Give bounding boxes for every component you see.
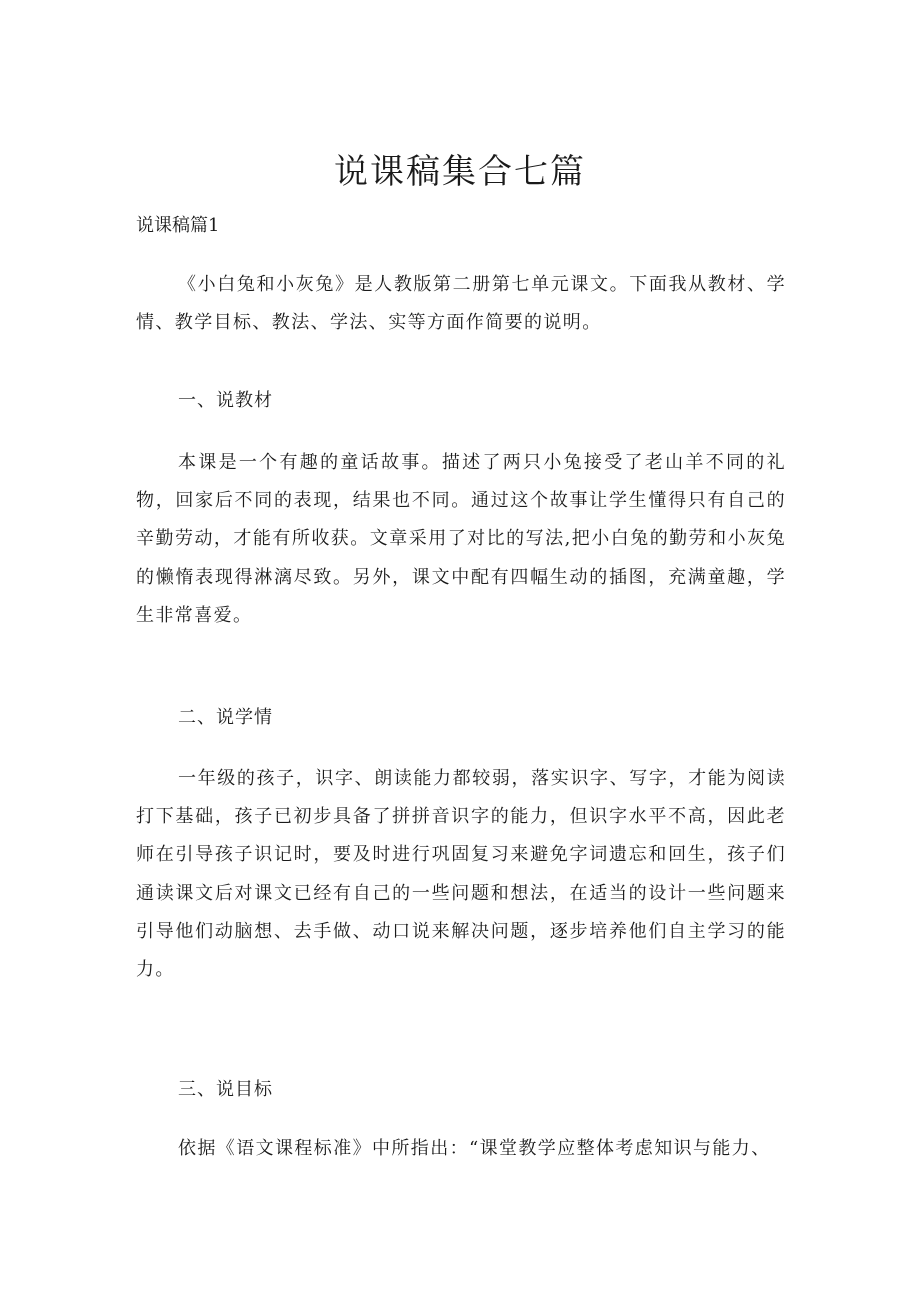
paragraph-students: 一年级的孩子，识字、朗读能力都较弱，落实识字、写字，才能为阅读打下基础，孩子已初步具备了拼拼音识字的能力，但识字水平不高，因此老师在引导孩子识记时，要及时进行巩固复习来避免字词遗忘和回生，孩子们通读课文后对课文已经有自己的一些问题和想法，在适当的设计一些问题来引导他们动脑想、去手做、动口说来解决问题，逐步培养他们自主学习的能力。 — [136, 768, 786, 981]
heading-students: 二、说学情 — [178, 707, 273, 728]
paragraph-textbook: 本课是一个有趣的童话故事。描述了两只小兔接受了老山羊不同的礼物，回家后不同的表现，结果也不同。通过这个故事让学生懂得只有自己的辛勤劳动，才能有所收获。文章采用了对比的写法,把小白兔的勤劳和小灰兔的懒惰表现得淋漓尽致。另外，课文中配有四幅生动的插图，充满童趣，学生非常喜爱。 — [136, 452, 786, 626]
section-label: 说课稿篇1 — [136, 215, 220, 236]
paragraph-objectives: 依据《语文课程标准》中所指出：“课堂教学应整体考虑知识与能力、 — [178, 1138, 771, 1159]
intro-paragraph: 《小白兔和小灰兔》是人教版第二册第七单元课文。下面我从教材、学情、教学目标、教法、学法、实等方面作简要的说明。 — [136, 274, 786, 334]
heading-objectives: 三、说目标 — [178, 1079, 273, 1100]
document-title: 说课稿集合七篇 — [334, 152, 586, 192]
heading-textbook: 一、说教材 — [178, 390, 273, 411]
